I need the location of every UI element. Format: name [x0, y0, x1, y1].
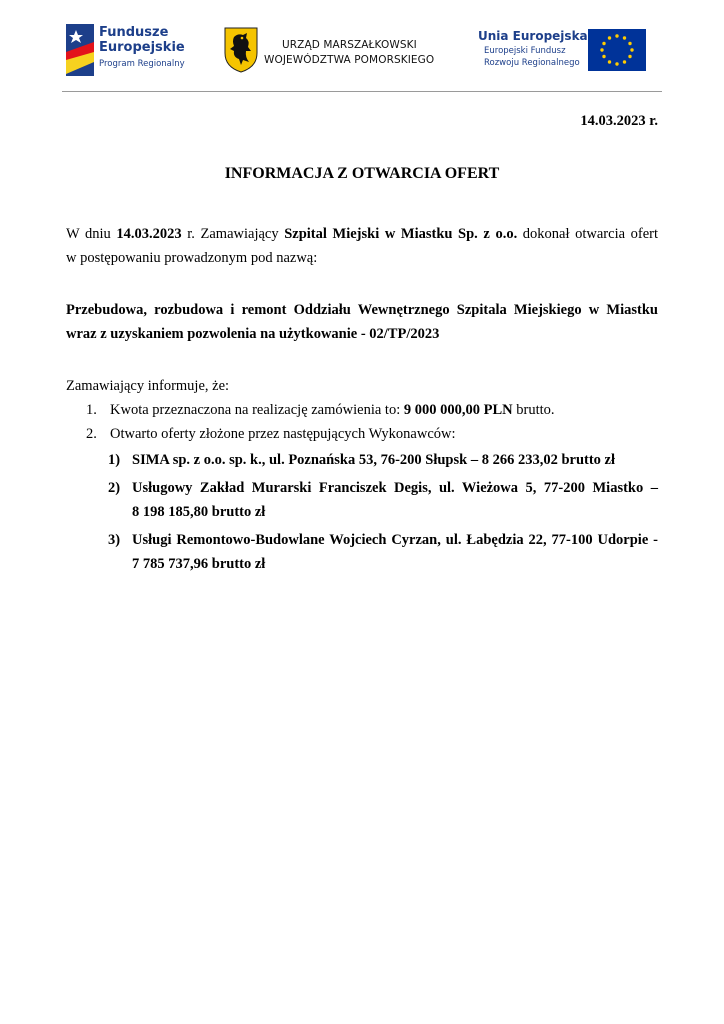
- intro-text3: dokonał otwarcia ofert: [517, 226, 659, 242]
- list-item: [82, 422, 658, 446]
- offer2-line2: 8 198 185,80 brutto zł: [132, 504, 266, 520]
- tender-name-line1: Przebudowa, rozbudowa i remont Oddziału Wewnętrznego Szpitala Miejskiego w Miastku: [66, 302, 658, 318]
- offer3-line2: 7 785 737,96 brutto zł: [132, 556, 266, 572]
- list-item: [82, 398, 658, 422]
- fundusze-europejskie-logo: [66, 22, 196, 80]
- document-date: 14.03.2023 r.: [580, 113, 658, 129]
- fe-logo-line2: Europejskie: [99, 40, 185, 55]
- intro-date: 14.03.2023: [116, 226, 182, 242]
- offer2-line1: Usługowy Zakład Murarski Franciszek Degis, ul. Wieżowa 5, 77-200 Miastko –: [132, 480, 658, 496]
- offers-list: [108, 448, 658, 580]
- intro-text1: W dniu: [66, 226, 117, 242]
- offer-number: 1): [108, 452, 121, 468]
- fe-logo-line1: Fundusze: [99, 25, 169, 40]
- offer-item: [108, 448, 658, 472]
- offer-number: 3): [108, 532, 121, 548]
- offer3-line1: Usługi Remontowo-Budowlane Wojciech Cyrzan, ul. Łabędzia 22, 77-100 Udorpie -: [132, 532, 658, 548]
- offer-item: [108, 528, 658, 576]
- header-divider: [62, 91, 662, 92]
- point1-text: Kwota przeznaczona na realizację zamówienia to:: [110, 402, 404, 418]
- points-list: [82, 398, 658, 446]
- intro-line2: w postępowaniu prowadzonym pod nazwą:: [66, 250, 318, 266]
- intro-text2: r. Zamawiający: [181, 226, 285, 242]
- eu-logo-line1: Unia Europejska: [478, 29, 588, 43]
- offer-number: 2): [108, 480, 121, 496]
- offer1-line1: SIMA sp. z o.o. sp. k., ul. Poznańska 53, 76-200 Słupsk – 8 266 233,02 brutto zł: [132, 452, 616, 468]
- eu-logo-line3: Rozwoju Regionalnego: [484, 58, 580, 68]
- point1-amount: 9 000 000,00 PLN: [403, 402, 513, 418]
- list-item-number: 1.: [86, 402, 97, 418]
- header-logos: [66, 22, 658, 80]
- point1-after: brutto.: [512, 402, 555, 418]
- list-item-number: 2.: [86, 426, 97, 442]
- fundusze-europejskie-emblem-icon: [66, 24, 94, 76]
- eu-logo-line2: Europejski Fundusz: [484, 46, 566, 56]
- tender-name-line2: wraz z uzyskaniem pozwolenia na użytkowanie - 02/TP/2023: [66, 326, 440, 342]
- pomorskie-griffin-crest-icon: [224, 27, 258, 73]
- pomorskie-logo-line1: URZĄD MARSZAŁKOWSKI: [282, 39, 417, 51]
- urzad-marszalkowski-logo: [224, 27, 444, 77]
- offer-item: [108, 476, 658, 524]
- informs-text: Zamawiający informuje, że:: [66, 378, 230, 394]
- point2-text: Otwarto oferty złożone przez następujących Wykonawców:: [110, 426, 456, 442]
- document-title: INFORMACJA Z OTWARCIA OFERT: [224, 165, 500, 182]
- pomorskie-logo-line2: WOJEWÓDZTWA POMORSKIEGO: [264, 54, 435, 66]
- fe-logo-line3: Program Regionalny: [99, 59, 185, 69]
- intro-paragraph: [66, 222, 658, 270]
- intro-contracting-authority: Szpital Miejski w Miastku Sp. z o.o.: [284, 226, 518, 242]
- unia-europejska-logo: [478, 25, 658, 77]
- intro-line1: [66, 222, 658, 246]
- eu-flag-icon: [588, 29, 646, 71]
- tender-name: [66, 298, 658, 346]
